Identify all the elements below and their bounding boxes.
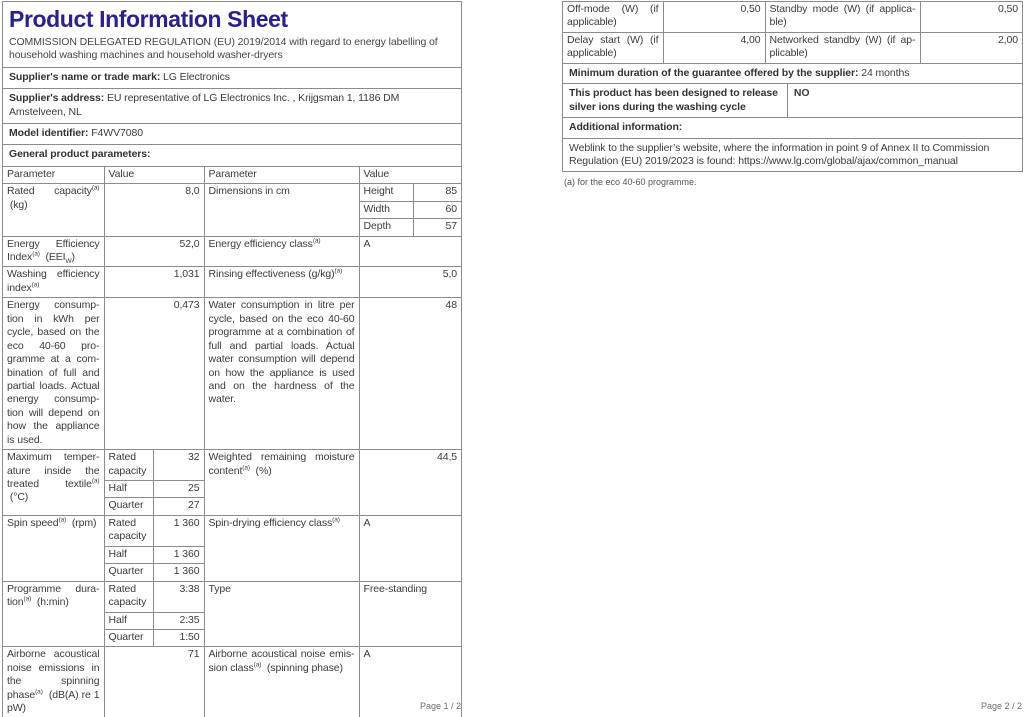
- dimension-width-value: 60: [413, 201, 461, 218]
- rinsing-effectiveness-value: 5,0: [359, 267, 461, 298]
- moisture-content-value: 44,5: [359, 450, 461, 516]
- model-identifier-row: [3, 124, 461, 145]
- regulation-subtitle: COMMISSION DELEGATED REGULATION (EU) 2019/2014 with regard to energy labelling of household washing machines and household washer-dryers: [9, 35, 438, 62]
- power-modes-table: [563, 2, 1022, 63]
- general-parameters-label: General product parameters:: [9, 148, 151, 161]
- page2-sheet: [562, 1, 1023, 189]
- page-title: Product Information Sheet: [9, 6, 288, 32]
- dimension-height-value: 85: [413, 184, 461, 201]
- dimension-width-label: Width: [359, 201, 413, 218]
- supplier-name-row: [3, 68, 461, 89]
- weblink-text: Weblink to the supplier’s website, where the information in point 9 of Annex II to Commission Regulation (EU) 2019/2023 is found:: [569, 141, 990, 167]
- parameters-table: [3, 167, 461, 717]
- eei-value: 52,0: [104, 236, 204, 267]
- row-delay-start: [563, 32, 1022, 62]
- spin-half-label: Half: [104, 546, 153, 563]
- row-energy-efficiency-index: [3, 236, 461, 267]
- eei-label: Energy Efficiency Index$^{(a)}$ $(EEI_W)$: [3, 236, 104, 267]
- spin-rated-label: Rated capacity: [104, 515, 153, 546]
- type-value: Free-standing: [359, 581, 461, 647]
- page1-sheet: [2, 1, 462, 717]
- duration-quarter-value: 1:50: [153, 629, 204, 646]
- type-label: Type: [204, 581, 359, 647]
- noise-class-label: Airborne acoustical noise emission class$^{(a)}$ (spinning phase): [204, 647, 359, 717]
- standby-mode-label: Standby mode (W) (if applicable): [765, 2, 920, 32]
- guarantee-label: Minimum duration of the guarantee offered by the supplier:: [569, 66, 859, 79]
- temp-quarter-value: 27: [153, 498, 204, 515]
- additional-info-row: [563, 117, 1022, 137]
- spin-drying-class-value: A: [359, 515, 461, 581]
- page1-number: Page 1 / 2: [419, 701, 461, 711]
- rinsing-effectiveness-label: Rinsing effectiveness $(g/kg)^{(a)}$: [204, 267, 359, 298]
- dimension-height-label: Height: [359, 184, 413, 201]
- airborne-noise-value: 71: [104, 647, 204, 717]
- supplier-name-value: LG Electronics: [163, 70, 230, 83]
- delay-start-label: Delay start (W) (if applicable): [563, 32, 663, 62]
- row-spin-speed: [3, 515, 461, 546]
- supplier-address-label: Supplier's address:: [9, 92, 105, 105]
- title-block: [3, 2, 461, 68]
- standby-mode-value: 0,50: [920, 2, 1022, 32]
- max-temperature-label: Maximum temperature inside the treated textile$^{(a)}$ (°C): [3, 450, 104, 516]
- temp-rated-value: 32: [153, 450, 204, 481]
- table-header-row: [3, 167, 461, 184]
- spin-half-value: 1 360: [153, 546, 204, 563]
- washing-efficiency-label: Washing efficiency index$^{(a)}$: [3, 267, 104, 298]
- water-consumption-label: Water consumption in litre per cycle, based on the eco 40-60 programme at a combination of full and partial loads. Actual water consumption will depend on how the appliance is used and on the hardness of the water.: [204, 298, 359, 450]
- guarantee-row: [563, 63, 1022, 83]
- energy-consumption-label: Energy consumption in kWh per cycle, based on the eco 40-60 programme at a combination of full and partial loads. Actual energy consumption will depend on how the appliance is used.: [3, 298, 104, 450]
- duration-quarter-label: Quarter: [104, 629, 153, 646]
- header-value-1: Value: [104, 167, 204, 184]
- supplier-name-label: Supplier's name or trade mark:: [9, 70, 161, 83]
- energy-consumption-value: 0,473: [104, 298, 204, 450]
- temp-half-label: Half: [104, 481, 153, 498]
- row-off-mode: [563, 2, 1022, 32]
- page2-table: [562, 1, 1023, 172]
- spin-quarter-label: Quarter: [104, 564, 153, 581]
- row-washing-efficiency: [3, 267, 461, 298]
- dimension-depth-label: Depth: [359, 219, 413, 236]
- off-mode-value: 0,50: [663, 2, 765, 32]
- supplier-address-value: EU representative of LG Electronics Inc. , Krijgsman 1, 1186 DM Amstelveen, NL: [9, 92, 400, 118]
- header-parameter-1: Parameter: [3, 167, 104, 184]
- duration-rated-label: Rated capacity: [104, 581, 153, 612]
- rated-capacity-label: Rated capacity$^{(a)}$ (kg): [3, 184, 104, 236]
- row-max-temperature: [3, 450, 461, 481]
- row-programme-duration: [3, 581, 461, 612]
- programme-duration-label: Programme duration$^{(a)}$ (h:min): [3, 581, 104, 647]
- silver-ions-label: This product has been designed to release silver ions during the washing cycle: [563, 84, 788, 117]
- supplier-address-row: [3, 89, 461, 124]
- spin-drying-class-label: Spin-drying efficiency class$^{(a)}$: [204, 515, 359, 581]
- rated-capacity-value: 8,0: [104, 184, 204, 236]
- spin-rated-value: 1 360: [153, 515, 204, 546]
- additional-info-label: Additional information:: [569, 121, 683, 134]
- weblink-row: [563, 138, 1022, 172]
- dimensions-label: Dimensions in cm: [204, 184, 359, 236]
- off-mode-label: Off-mode (W) (if applicable): [563, 2, 663, 32]
- dimension-depth-value: 57: [413, 219, 461, 236]
- page2-number: Page 2 / 2: [980, 701, 1022, 711]
- temp-rated-label: Rated capacity: [104, 450, 153, 481]
- energy-class-label: Energy efficiency class$^{(a)}$: [204, 236, 359, 267]
- energy-class-value: A: [359, 236, 461, 267]
- duration-rated-value: 3:38: [153, 581, 204, 612]
- noise-class-value: A: [359, 647, 461, 717]
- washing-efficiency-value: 1,031: [104, 267, 204, 298]
- model-identifier-value: F4WV7080: [91, 126, 143, 139]
- networked-standby-value: 2,00: [920, 32, 1022, 62]
- moisture-content-label: Weighted remaining moisture content$^{(a)}$ (%): [204, 450, 359, 516]
- spin-quarter-value: 1 360: [153, 564, 204, 581]
- duration-half-value: 2:35: [153, 612, 204, 629]
- row-energy-consumption: [3, 298, 461, 450]
- header-value-2: Value: [359, 167, 461, 184]
- delay-start-value: 4,00: [663, 32, 765, 62]
- footnote-eco-programme: (a) for the eco 40-60 programme.: [564, 177, 697, 188]
- guarantee-value: 24 months: [861, 66, 910, 79]
- silver-ions-value: NO: [793, 87, 810, 100]
- spin-speed-label: Spin speed$^{(a)}$ (rpm): [3, 515, 104, 581]
- silver-ions-row: [563, 83, 1022, 117]
- model-identifier-label: Model identifier:: [9, 126, 89, 139]
- temp-half-value: 25: [153, 481, 204, 498]
- networked-standby-label: Networked standby (W) (if applicable): [765, 32, 920, 62]
- duration-half-label: Half: [104, 612, 153, 629]
- row-rated-capacity: [3, 184, 461, 201]
- airborne-noise-label: Airborne acoustical noise emissions in the spinning phase$^{(a)}$ (dB(A) re 1 pW): [3, 647, 104, 717]
- header-parameter-2: Parameter: [204, 167, 359, 184]
- supplier-weblink[interactable]: https://www.lg.com/global/ajax/common_manual: [738, 154, 958, 167]
- general-parameters-row: [3, 145, 461, 166]
- temp-quarter-label: Quarter: [104, 498, 153, 515]
- water-consumption-value: 48: [359, 298, 461, 450]
